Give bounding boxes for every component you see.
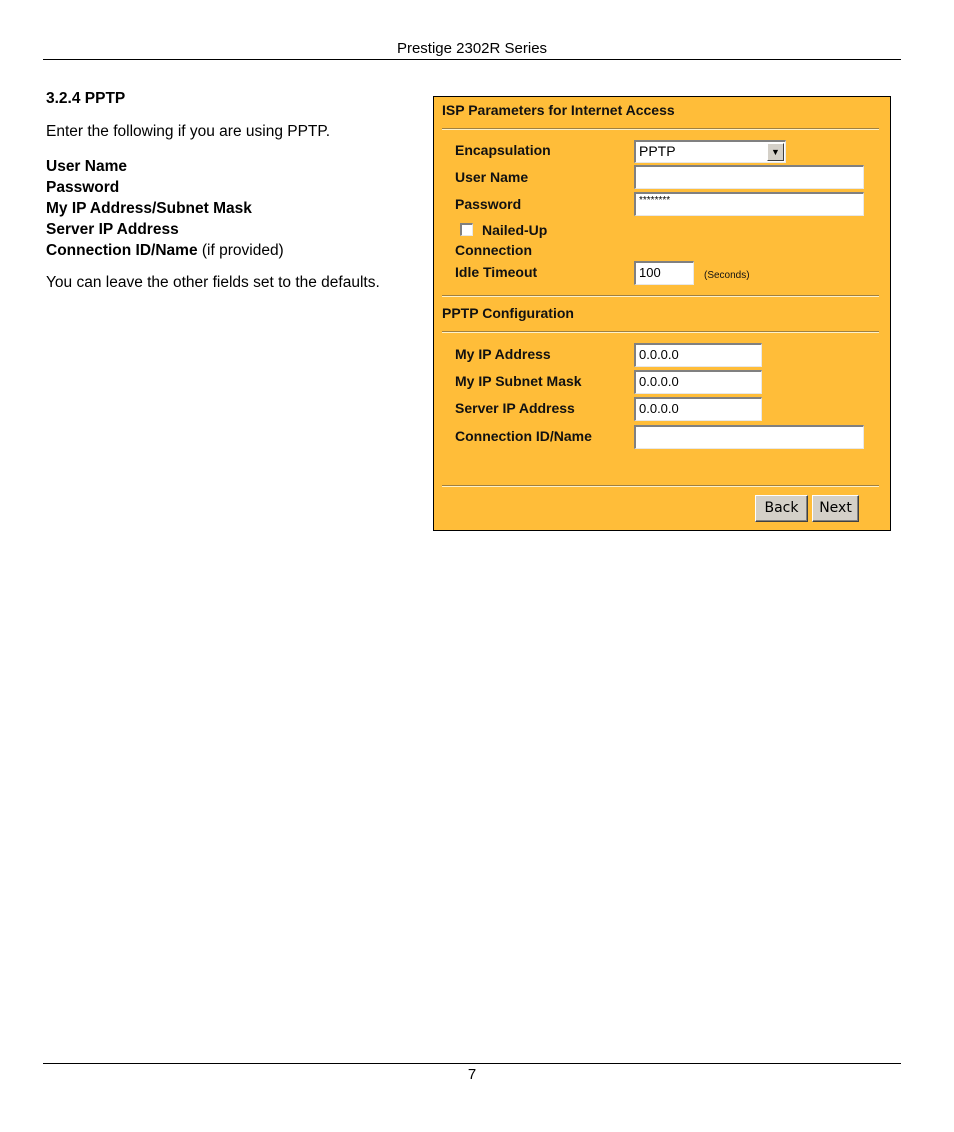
user-name-input[interactable]: [634, 165, 864, 189]
field-term: Connection ID/Name: [46, 242, 198, 259]
panel-divider: [442, 128, 879, 130]
section-heading: 3.2.4 PPTP: [46, 90, 126, 107]
panel-divider: [442, 331, 879, 333]
field-term: User Name: [46, 158, 127, 175]
subnet-mask-input[interactable]: 0.0.0.0: [634, 370, 762, 394]
outro-text: You can leave the other fields set to the defaults.: [46, 274, 380, 291]
field-list-item: [46, 219, 284, 240]
field-term: Password: [46, 179, 120, 196]
back-button[interactable]: Back: [755, 495, 808, 522]
encapsulation-label: Encapsulation: [455, 142, 551, 158]
my-ip-address-label: My IP Address: [455, 346, 551, 362]
field-list-item: [46, 198, 284, 219]
isp-parameters-title: ISP Parameters for Internet Access: [442, 102, 675, 118]
password-label: Password: [455, 196, 522, 212]
idle-timeout-units: (Seconds): [704, 270, 750, 281]
nailed-up-label-continued: Connection: [455, 242, 532, 258]
server-ip-address-label: Server IP Address: [455, 400, 575, 416]
intro-text: Enter the following if you are using PPTP.: [46, 123, 331, 140]
encapsulation-value: PPTP: [639, 143, 676, 159]
field-term: Server IP Address: [46, 221, 179, 238]
dropdown-arrow-icon[interactable]: ▼: [767, 143, 784, 161]
header-divider: [43, 59, 901, 60]
idle-timeout-label: Idle Timeout: [455, 264, 538, 280]
nailed-up-label: Nailed-Up: [482, 222, 548, 238]
isp-parameters-panel: [433, 96, 891, 531]
idle-timeout-input[interactable]: 100: [634, 261, 694, 285]
field-list-item: [46, 156, 284, 177]
my-ip-address-input[interactable]: 0.0.0.0: [634, 343, 762, 367]
running-header: Prestige 2302R Series: [396, 40, 548, 57]
nailed-up-checkbox[interactable]: [460, 223, 473, 236]
connection-id-label: Connection ID/Name: [455, 428, 592, 444]
subnet-mask-label: My IP Subnet Mask: [455, 373, 582, 389]
field-list-item: [46, 177, 284, 198]
field-list: [46, 156, 284, 261]
page-number: 7: [467, 1066, 477, 1083]
next-button[interactable]: Next: [812, 495, 859, 522]
panel-divider: [442, 485, 879, 487]
password-input[interactable]: ********: [634, 192, 864, 216]
pptp-configuration-title: PPTP Configuration: [442, 305, 574, 321]
connection-id-input[interactable]: [634, 425, 864, 449]
server-ip-address-input[interactable]: 0.0.0.0: [634, 397, 762, 421]
field-term: My IP Address/Subnet Mask: [46, 200, 252, 217]
field-list-item: [46, 240, 284, 261]
footer-divider: [43, 1063, 901, 1064]
user-name-label: User Name: [455, 169, 529, 185]
field-term-note: (if provided): [197, 242, 284, 259]
encapsulation-select[interactable]: [634, 140, 786, 163]
panel-divider: [442, 295, 879, 297]
